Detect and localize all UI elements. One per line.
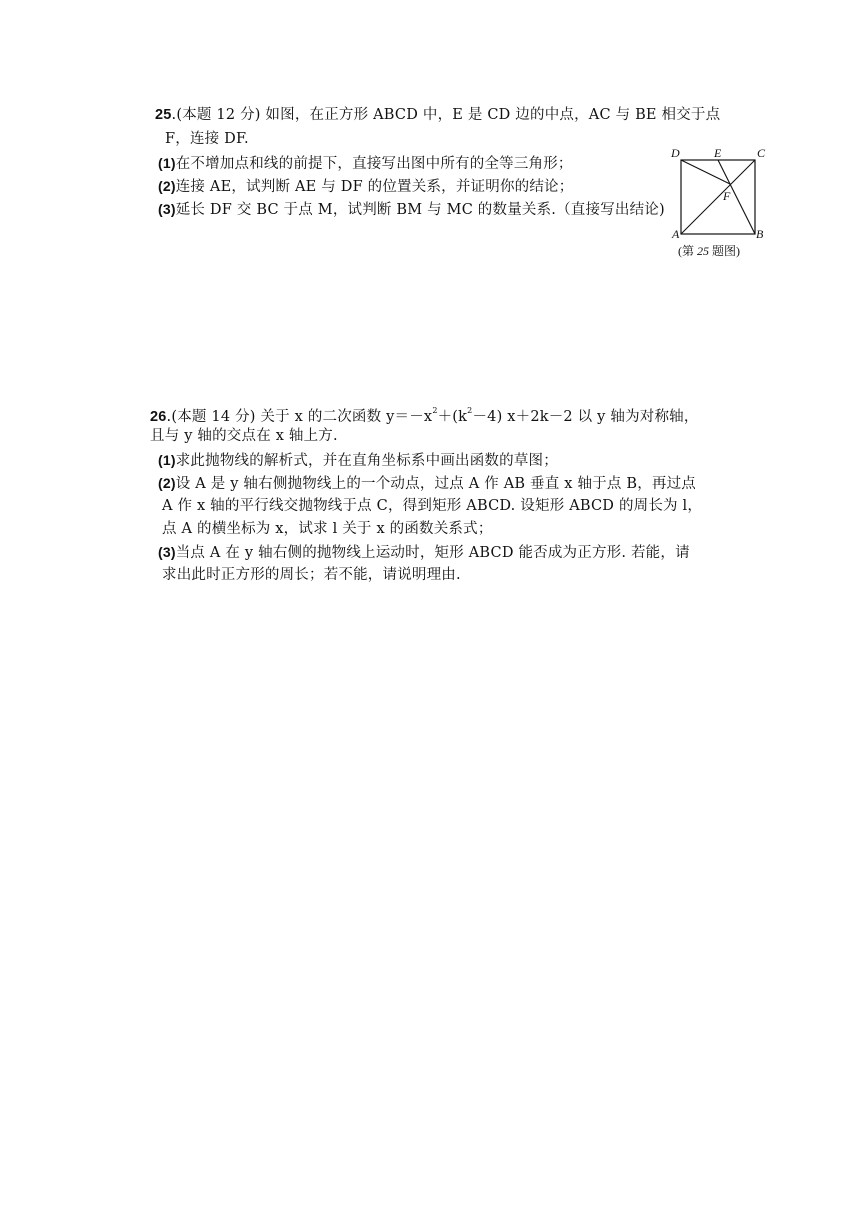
label-d: D: [671, 146, 680, 160]
q26-part1: [158, 449, 558, 472]
diagonal-ac: [681, 160, 755, 234]
q26-part2-text-3: 点 A 的横坐标为 x，试求 l 关于 x 的函数关系式；: [162, 521, 493, 537]
q25-number: 25: [155, 107, 172, 123]
q25-part1: [158, 152, 573, 175]
q26-part2-text-2: A 作 x 轴的平行线交抛物线于点 C，得到矩形 ABCD. 设矩形 ABCD 的周长为 l，: [162, 498, 703, 514]
q25-part3: [158, 198, 665, 221]
q25-part2: [158, 175, 573, 198]
q25-part3-text: 延长 DF 交 BC 于点 M，试判断 BM 与 MC 的数量关系.（直接写出结论): [175, 202, 665, 218]
segment-df: [681, 160, 730, 184]
q26-exponent-2: 2: [467, 406, 473, 415]
caption-prefix: (第: [678, 244, 697, 258]
caption-suffix: 题图): [709, 244, 740, 258]
label-f: F: [723, 189, 731, 203]
q26-number: 26: [150, 408, 167, 425]
label-b: B: [756, 227, 764, 241]
q25-figure-caption: [678, 242, 740, 259]
label-c: C: [757, 146, 766, 160]
q26-part2-text-1: 设 A 是 y 轴右侧抛物线上的一个动点，过点 A 作 AB 垂直 x 轴于点 B，再过点: [175, 476, 697, 492]
q26-exponent-1: 2: [432, 406, 438, 415]
label-e: E: [714, 146, 722, 160]
q26-stem-line2: 且与 y 轴的交点在 x 轴上方.: [150, 428, 338, 444]
q26-stem-part-a: .(本题 14 分) 关于 x 的二次函数 y＝－x: [166, 408, 433, 425]
q26-line1: [150, 402, 699, 428]
q26-stem-part-c: －4) x＋2k－2 以 y 轴为对称轴，: [472, 408, 699, 425]
q26-part3-text-1: 当点 A 在 y 轴右侧的抛物线上运动时，矩形 ABCD 能否成为正方形. 若能，请: [175, 545, 690, 561]
q25-part2-number: (2): [158, 178, 176, 194]
q25-part3-number: (3): [158, 201, 176, 217]
q26-part1-text: 求此抛物线的解析式，并在直角坐标系中画出函数的草图；: [175, 453, 558, 469]
q25-stem-line2: F，连接 DF.: [165, 131, 249, 147]
q25-part2-text: 连接 AE，试判断 AE 与 DF 的位置关系，并证明你的结论；: [175, 179, 574, 195]
q26-stem-part-b: ＋(k: [437, 408, 468, 425]
q25-part1-number: (1): [158, 155, 176, 171]
q26-part1-number: (1): [158, 452, 176, 468]
q25-part1-text: 在不增加点和线的前提下，直接写出图中所有的全等三角形；: [175, 156, 573, 172]
q26-part3-line1: [158, 541, 690, 564]
q26-part3-text-2: 求出此时正方形的周长；若不能，请说明理由.: [162, 567, 461, 583]
q25-stem-line1: .(本题 12 分) 如图，在正方形 ABCD 中，E 是 CD 边的中点，AC 与 BE 相交于点: [171, 107, 721, 123]
q26-part2-line1: [158, 472, 696, 495]
caption-number: 25: [697, 244, 709, 258]
q25-line1: [155, 104, 720, 126]
label-a: A: [672, 227, 680, 241]
q26-part2-number: (2): [158, 475, 176, 491]
q26-part3-number: (3): [158, 544, 176, 560]
